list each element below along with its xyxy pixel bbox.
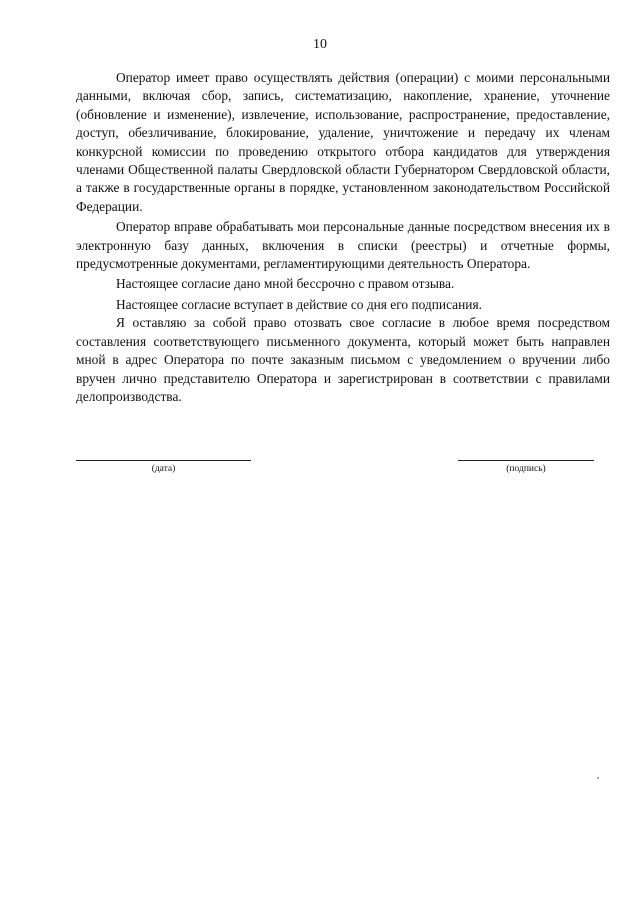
date-line bbox=[76, 459, 251, 461]
date-caption: (дата) bbox=[151, 464, 176, 474]
paragraph-consent-duration: Настоящее согласие дано мной бессрочно с правом отзыва. bbox=[116, 276, 455, 292]
signature-field bbox=[458, 459, 594, 475]
paragraph-data-processing: Оператор вправе обрабатывать мои персональные данные посредством внесения их в электронную базу данных, включения в списки (реестры) и отчетные формы, предусмотренные документами, регламентирующими деятельность Оператора. bbox=[76, 219, 610, 272]
paragraph-withdrawal: Я оставляю за собой право отозвать свое согласие в любое время посредством составления соответствующего письменного документа, который может быть направлен мной в адрес Оператора по почте заказным письмом с уведомлением о вручении либо вручен лично представителю Оператора и зарегистрирован в соответствии с правилами делопроизводства. bbox=[76, 315, 610, 404]
paragraph-consent-effective: Настоящее согласие вступает в действие со дня его подписания. bbox=[116, 296, 482, 312]
signature-caption: (подпись) bbox=[506, 464, 546, 474]
scan-speck bbox=[597, 777, 599, 779]
signature-line bbox=[458, 459, 594, 461]
page-number: 10 bbox=[313, 37, 327, 52]
consent-body bbox=[76, 69, 610, 406]
date-signature-field bbox=[76, 459, 251, 475]
paragraph-operator-rights: Оператор имеет право осуществлять действия (операции) с моими персональными данными, включая сбор, запись, систематизацию, накопление, хранение, уточнение (обновление и изменение), извлечение, использование, распространение, предоставление, доступ, обезличивание, блокирование, удаление, уничтожение и передачу их членам конкурсной комиссии по проведению открытого отбора кандидатов для утверждения членами Общественной палаты Свердловской области Губернатором Свердловской области, а также в государственные органы в порядке, установленном законодательством Российской Федерации. bbox=[76, 70, 610, 214]
